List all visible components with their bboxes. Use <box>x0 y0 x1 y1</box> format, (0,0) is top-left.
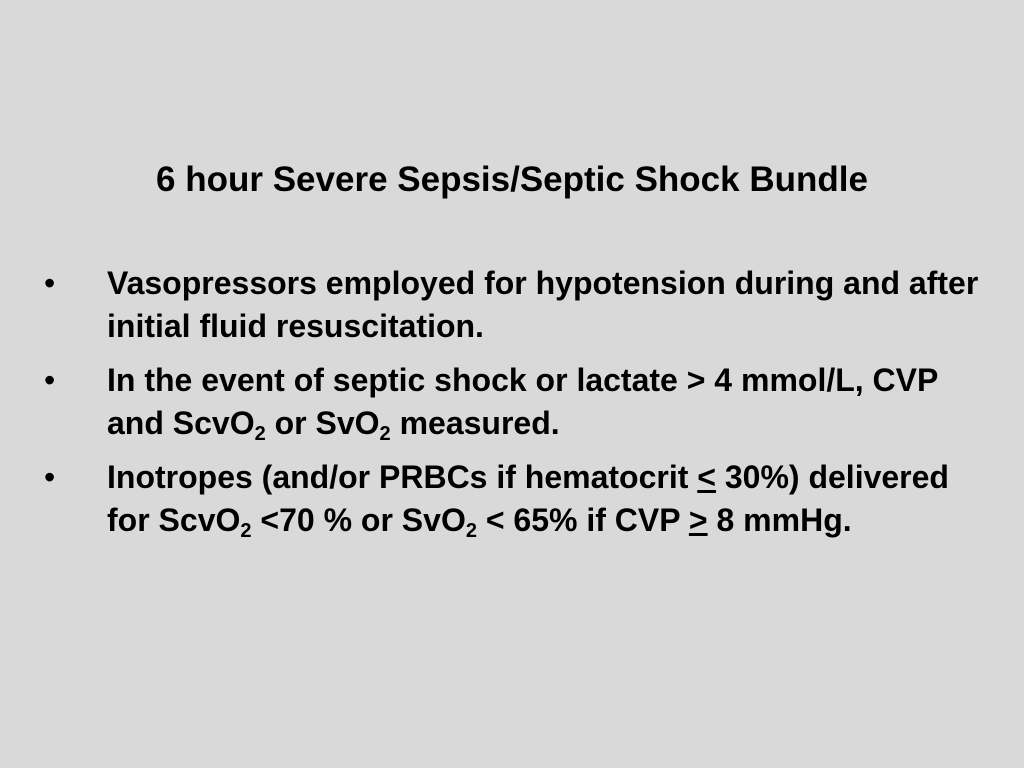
less-equal-symbol: < <box>697 459 716 495</box>
subscript: 2 <box>240 520 252 542</box>
bullet-text-part: 8 mmHg. <box>707 502 852 538</box>
bullet-item-septic-shock <box>44 359 994 445</box>
bullet-text-part: 30%) delivered for ScvO <box>107 459 949 538</box>
bullet-text-part: measured. <box>390 405 560 441</box>
bullet-marker: • <box>44 265 56 301</box>
bullet-text: Vasopressors employed for hypotension during and after initial fluid resuscitation. <box>107 265 979 344</box>
bullet-text-part: Inotropes (and/or PRBCs if hematocrit <box>107 459 698 495</box>
bullet-item-vasopressors <box>44 262 994 348</box>
slide-title: 6 hour Severe Sepsis/Septic Shock Bundle <box>156 160 868 199</box>
subscript: 2 <box>465 520 477 542</box>
subscript: 2 <box>379 423 391 445</box>
bullet-text <box>107 459 949 542</box>
bullet-text-part: <70 % or SvO <box>251 502 466 538</box>
bullet-marker: • <box>44 459 56 495</box>
bullet-text-part: In the event of septic shock or lactate > 4 mmol/L, CVP and ScvO <box>107 362 938 441</box>
bullet-list <box>44 262 994 553</box>
greater-equal-symbol: > <box>688 502 708 538</box>
bullet-text <box>107 362 938 445</box>
bullet-text-part: or SvO <box>265 405 380 441</box>
bullet-text-part: < 65% if CVP <box>476 502 689 538</box>
subscript: 2 <box>254 423 266 445</box>
bullet-item-inotropes <box>44 456 994 542</box>
bullet-marker: • <box>44 362 56 398</box>
